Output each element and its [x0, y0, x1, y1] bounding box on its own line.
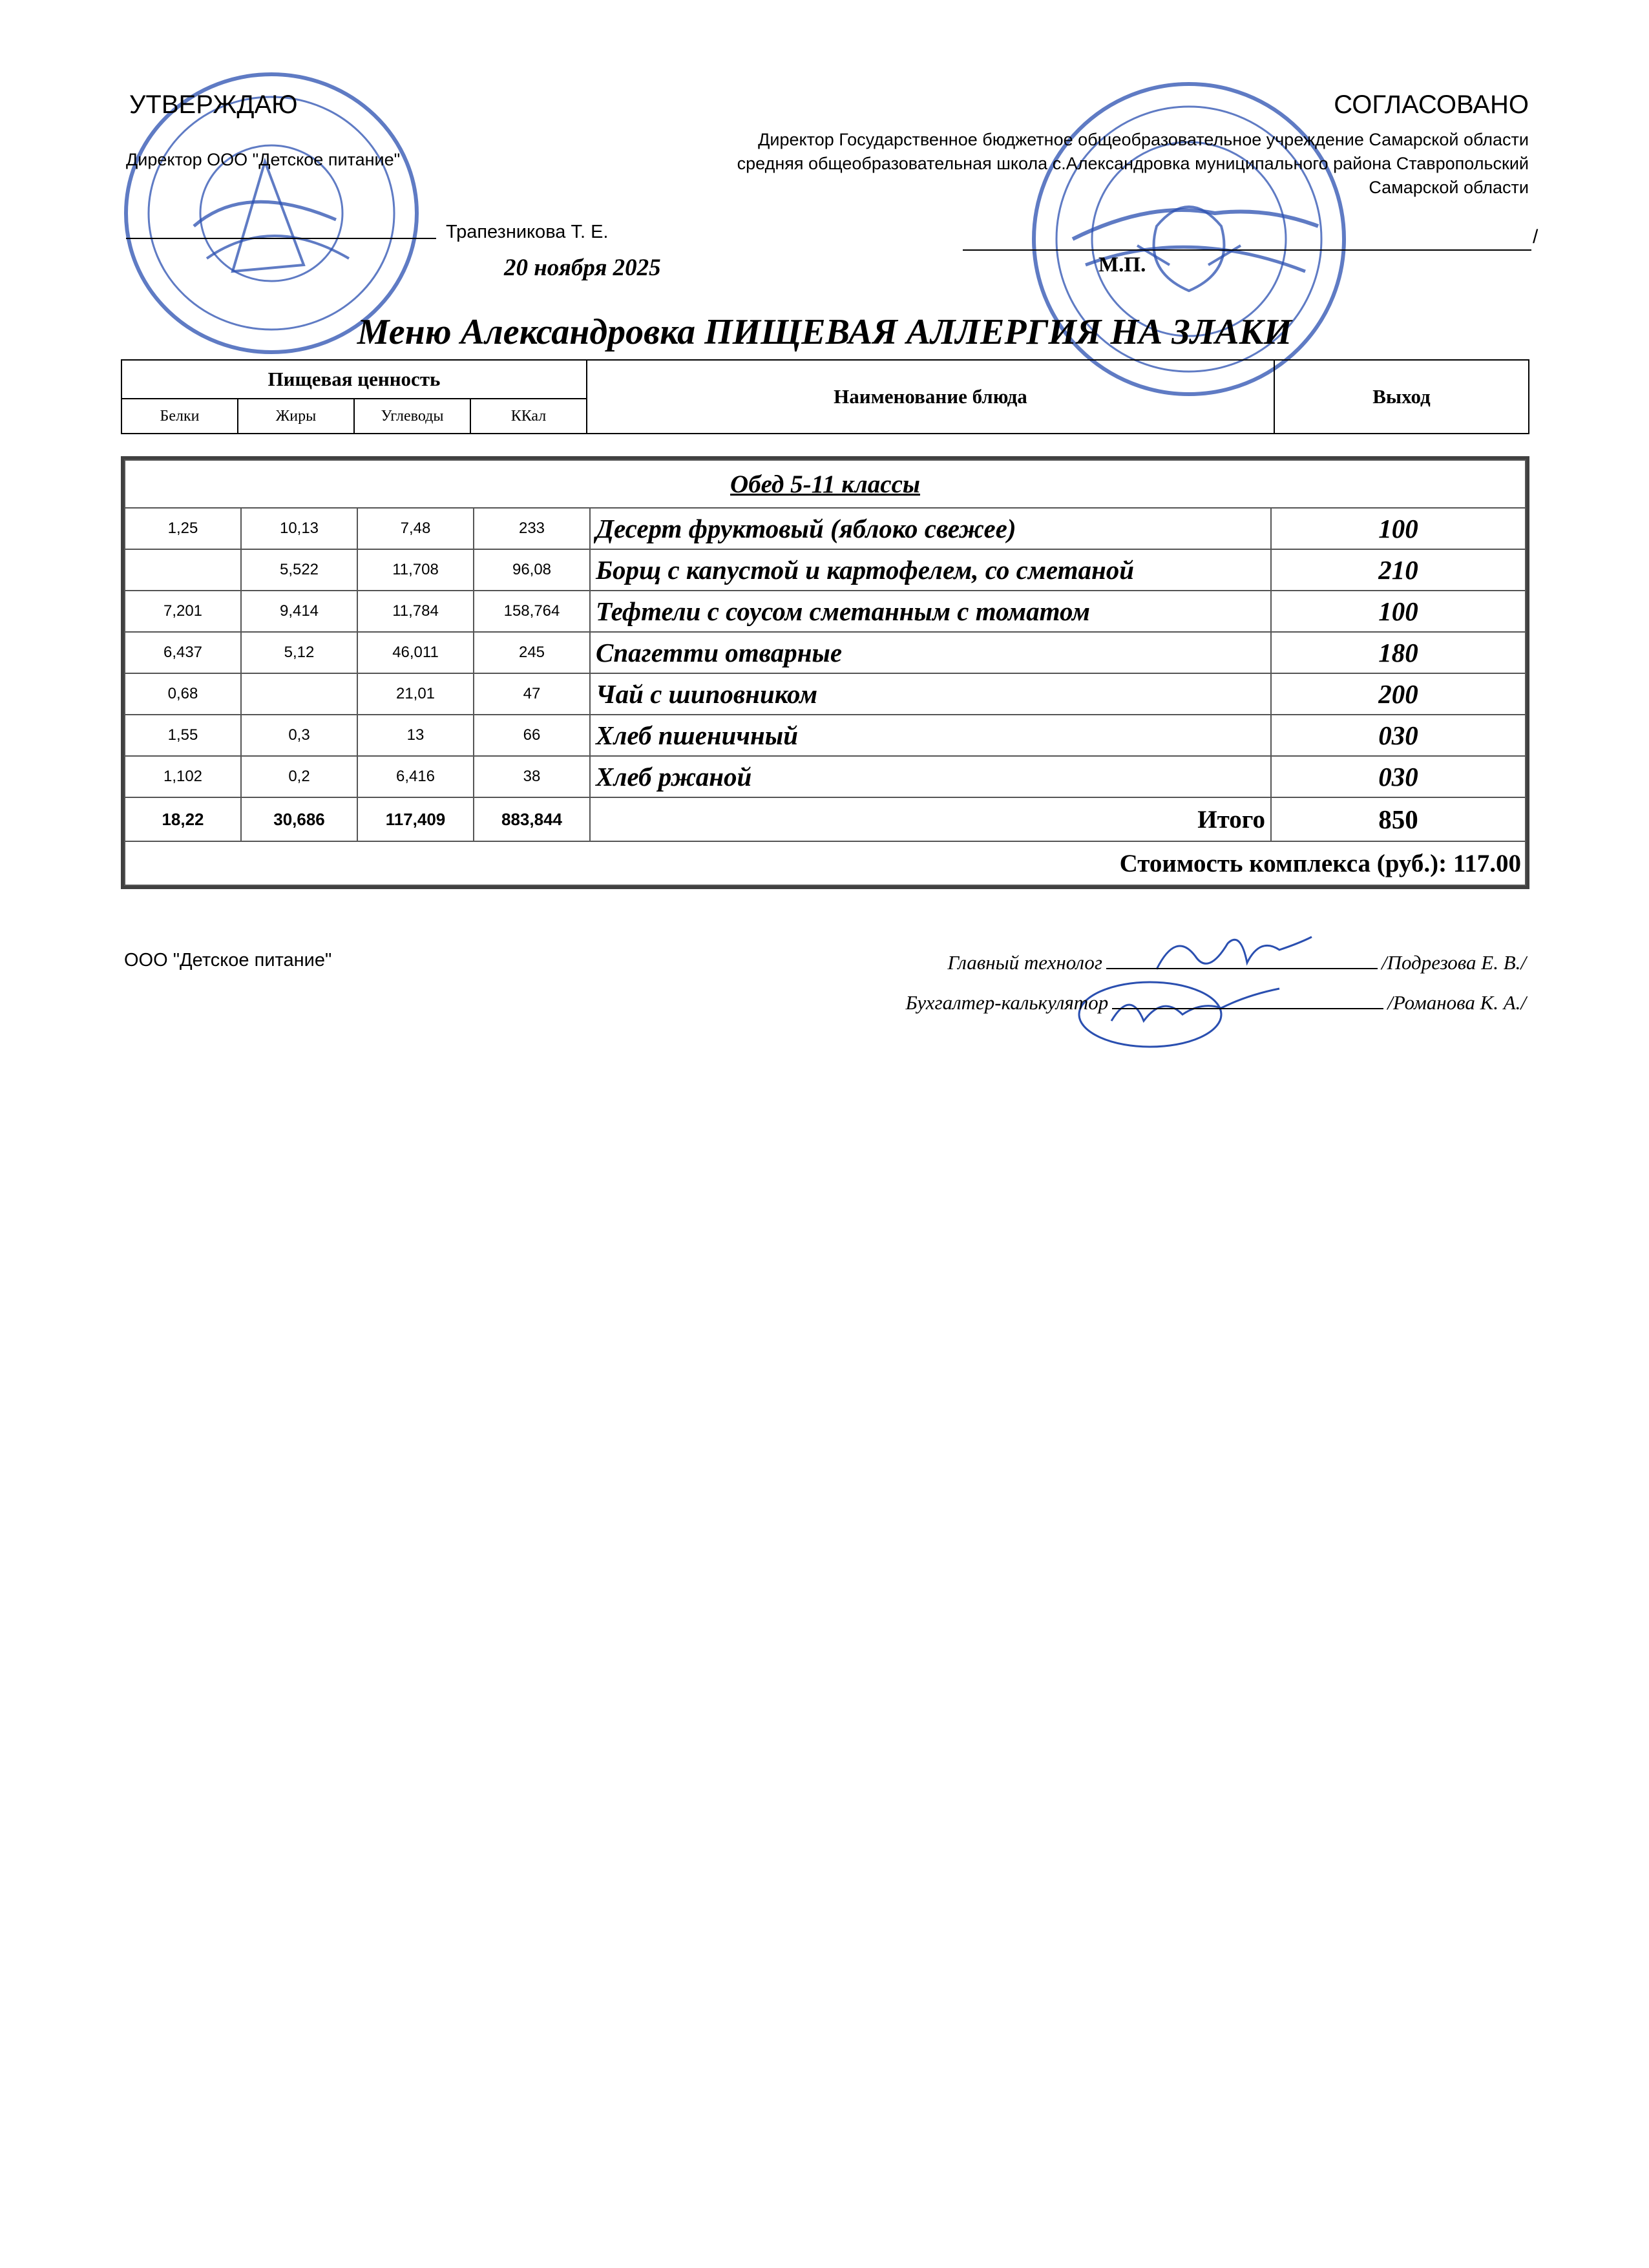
total-carbs: 117,409: [357, 797, 474, 841]
menu-header-table: [121, 359, 1529, 434]
carbs-cell: 7,48: [357, 508, 474, 549]
total-yield: 850: [1271, 797, 1526, 841]
protein-cell: 1,25: [125, 508, 241, 549]
protein-cell: 1,102: [125, 756, 241, 797]
acct-name: /Романова К. А./: [1387, 991, 1526, 1014]
agree-slash: /: [1533, 226, 1539, 247]
protein-header: Белки: [121, 399, 238, 434]
dish-name-cell: Спагетти отварные: [590, 632, 1271, 673]
yield-cell: 030: [1271, 715, 1526, 756]
yield-header: Выход: [1274, 360, 1529, 434]
kcal-cell: 66: [474, 715, 590, 756]
approve-signature-line: [126, 238, 436, 239]
complex-cost: Стоимость комплекса (руб.): 117.00: [125, 841, 1526, 885]
fat-header: Жиры: [238, 399, 354, 434]
fat-cell: 10,13: [241, 508, 357, 549]
menu-row: [125, 673, 1526, 715]
yield-cell: 100: [1271, 591, 1526, 632]
approve-position: Директор ООО "Детское питание": [126, 150, 401, 169]
fat-cell: 0,3: [241, 715, 357, 756]
tech-signature-row: [947, 950, 1526, 974]
kcal-cell: 96,08: [474, 549, 590, 591]
kcal-header: ККал: [470, 399, 587, 434]
dish-name-header: Наименование блюда: [587, 360, 1274, 434]
approve-title: УТВЕРЖДАЮ: [129, 90, 298, 119]
kcal-cell: 233: [474, 508, 590, 549]
kcal-cell: 158,764: [474, 591, 590, 632]
fat-cell: 9,414: [241, 591, 357, 632]
dish-name-cell: Десерт фруктовый (яблоко свежее): [590, 508, 1271, 549]
carbs-cell: 11,708: [357, 549, 474, 591]
menu-row: [125, 715, 1526, 756]
fat-cell: 0,2: [241, 756, 357, 797]
carbs-cell: 46,011: [357, 632, 474, 673]
totals-row: [125, 797, 1526, 841]
fat-cell: [241, 673, 357, 715]
protein-cell: 0,68: [125, 673, 241, 715]
yield-cell: 200: [1271, 673, 1526, 715]
carbs-cell: 21,01: [357, 673, 474, 715]
footer-company: ООО "Детское питание": [124, 950, 332, 971]
nutrition-group-header: Пищевая ценность: [121, 360, 587, 399]
yield-cell: 100: [1271, 508, 1526, 549]
yield-cell: 180: [1271, 632, 1526, 673]
menu-row: [125, 591, 1526, 632]
menu-row: [125, 632, 1526, 673]
menu-title: Меню Александровка ПИЩЕВАЯ АЛЛЕРГИЯ НА ЗЛАКИ: [357, 312, 1292, 352]
dish-name-cell: Хлеб ржаной: [590, 756, 1271, 797]
dish-name-cell: Борщ с капустой и картофелем, со сметаной: [590, 549, 1271, 591]
total-label: Итого: [590, 797, 1271, 841]
menu-table: [124, 459, 1526, 886]
menu-rows: [125, 508, 1526, 797]
tech-label: Главный технолог: [947, 951, 1102, 974]
protein-cell: 1,55: [125, 715, 241, 756]
protein-cell: 6,437: [125, 632, 241, 673]
total-kcal: 883,844: [474, 797, 590, 841]
kcal-cell: 245: [474, 632, 590, 673]
menu-row: [125, 549, 1526, 591]
menu-table-box: [121, 456, 1529, 889]
dish-name-cell: Чай с шиповником: [590, 673, 1271, 715]
yield-cell: 210: [1271, 549, 1526, 591]
kcal-cell: 47: [474, 673, 590, 715]
tech-signature-line: [1106, 950, 1378, 969]
stamp-place-label: М.П.: [1098, 253, 1146, 277]
approve-date: 20 ноября 2025: [504, 255, 661, 281]
total-fat: 30,686: [241, 797, 357, 841]
yield-cell: 030: [1271, 756, 1526, 797]
agree-signature-line: [963, 249, 1531, 251]
acct-signature-line: [1112, 990, 1383, 1009]
acct-signature-row: [906, 990, 1527, 1014]
kcal-cell: 38: [474, 756, 590, 797]
fat-cell: 5,522: [241, 549, 357, 591]
total-protein: 18,22: [125, 797, 241, 841]
menu-row: [125, 508, 1526, 549]
acct-label: Бухгалтер-калькулятор: [905, 991, 1109, 1014]
dish-name-cell: Хлеб пшеничный: [590, 715, 1271, 756]
carbs-cell: 13: [357, 715, 474, 756]
carbs-cell: 6,416: [357, 756, 474, 797]
carbs-header: Углеводы: [354, 399, 470, 434]
section-title: Обед 5-11 классы: [125, 460, 1526, 508]
tech-name: /Подрезова Е. В./: [1381, 951, 1526, 974]
approve-name: Трапезникова Т. Е.: [446, 222, 609, 242]
agree-title: СОГЛАСОВАНО: [1334, 90, 1529, 119]
carbs-cell: 11,784: [357, 591, 474, 632]
protein-cell: 7,201: [125, 591, 241, 632]
protein-cell: [125, 549, 241, 591]
dish-name-cell: Тефтели с соусом сметанным с томатом: [590, 591, 1271, 632]
agree-position: Директор Государственное бюджетное общеобразовательное учреждение Самарской области средняя общеобразовательная школа с.Александровка муниципального района Ставропольский Самарской области: [737, 130, 1529, 197]
fat-cell: 5,12: [241, 632, 357, 673]
menu-row: [125, 756, 1526, 797]
